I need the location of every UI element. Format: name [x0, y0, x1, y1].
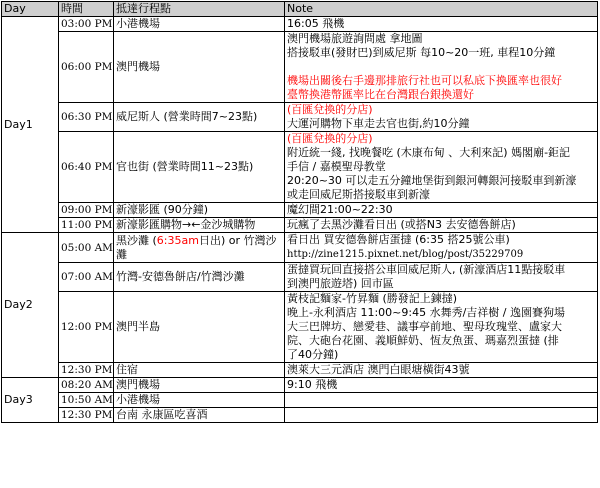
place-line	[116, 408, 282, 422]
place-line	[116, 218, 282, 232]
time-cell[interactable]: 10:50 AM	[59, 393, 114, 408]
note-line	[287, 408, 595, 422]
note-text: 到澳門旅遊塔) 回市區	[287, 277, 394, 290]
note-cell[interactable]	[285, 292, 598, 363]
note-text: 玩瘋了去黑沙灘看日出 (或搭N3 去安德魯餅店)	[287, 218, 516, 231]
note-line	[287, 74, 595, 88]
note-text: 搭接駁車(發財巴)到威尼斯 每10~20一班, 車程10分鐘	[287, 46, 556, 59]
note-text: 澳萊大三元酒店 澳門白眼塘橫街43號	[287, 363, 470, 376]
table-row	[2, 292, 598, 363]
note-line	[287, 203, 595, 217]
place-text: 黑沙灘 (	[116, 233, 157, 247]
note-highlight-text: (百匯兌換的分店)	[287, 132, 373, 145]
note-text: 手信 / 嘉模聖母教堂	[287, 160, 386, 173]
note-text: 了40分鐘)	[287, 348, 339, 361]
note-line	[287, 117, 595, 131]
note-line	[287, 233, 595, 247]
note-text: 大運河購物下車走去官也街,約10分鐘	[287, 117, 470, 130]
note-line	[287, 247, 595, 262]
time-cell[interactable]: 03:00 PM	[59, 17, 114, 32]
place-line	[116, 320, 282, 334]
table-row	[2, 393, 598, 408]
time-cell[interactable]: 06:30 PM	[59, 103, 114, 132]
note-line	[287, 103, 595, 117]
table-row	[2, 218, 598, 233]
place-cell[interactable]	[114, 103, 285, 132]
time-cell[interactable]: 09:00 PM	[59, 203, 114, 218]
place-cell[interactable]	[114, 292, 285, 363]
day-cell[interactable]: Day2	[2, 233, 59, 378]
note-line	[287, 393, 595, 407]
note-line	[287, 174, 595, 188]
place-text: 新濠影匯 (90分鐘)	[116, 203, 209, 216]
header-time[interactable]: 時間	[59, 2, 114, 17]
place-line	[116, 60, 282, 74]
note-text: 魔幻間21:00~22:30	[287, 203, 393, 216]
time-cell[interactable]: 11:00 PM	[59, 218, 114, 233]
table-row	[2, 17, 598, 32]
place-highlight-text: 6:35am	[156, 233, 199, 247]
table-row	[2, 263, 598, 292]
place-line	[116, 378, 282, 392]
place-text: 竹灣-安德魯餅店/竹灣沙灘	[116, 270, 245, 283]
note-cell[interactable]	[285, 203, 598, 218]
note-cell[interactable]	[285, 393, 598, 408]
place-cell[interactable]	[114, 408, 285, 423]
note-line	[287, 32, 595, 46]
note-line	[287, 146, 595, 160]
note-cell[interactable]	[285, 263, 598, 292]
place-cell[interactable]	[114, 233, 285, 263]
place-text: 小港機場	[116, 17, 160, 30]
itinerary-table	[1, 1, 598, 423]
note-cell[interactable]	[285, 32, 598, 103]
note-cell[interactable]	[285, 363, 598, 378]
table-row	[2, 132, 598, 203]
note-line	[287, 348, 595, 362]
place-text: 澳門機場	[116, 60, 160, 73]
note-text: 院、大砲台花園、義順鮮奶、恆友魚蛋、瑪嘉烈蛋撻 (排	[287, 334, 559, 347]
place-text: 住宿	[116, 363, 138, 376]
time-cell[interactable]: 06:00 PM	[59, 32, 114, 103]
place-cell[interactable]	[114, 203, 285, 218]
table-row	[2, 378, 598, 393]
place-cell[interactable]	[114, 218, 285, 233]
note-text: 20:20~30 可以走五分鐘地堡街到銀河轉銀河接駁車到新濠	[287, 174, 577, 187]
note-text: 黃枝記麵家-竹昇麵 (勝發記上鍊撻)	[287, 292, 458, 305]
note-line	[287, 277, 595, 291]
place-text: 官也街 (營業時間11~23點)	[116, 160, 254, 173]
place-cell[interactable]	[114, 393, 285, 408]
place-cell[interactable]	[114, 132, 285, 203]
place-line	[116, 203, 282, 217]
place-cell[interactable]	[114, 363, 285, 378]
note-text: 晚上-永利酒店 11:00~9:45 水舞秀/吉祥樹 / 逸園賽狗場	[287, 306, 565, 319]
place-line	[116, 363, 282, 377]
note-line	[287, 17, 595, 31]
note-text: 附近統一綫, 找晚餐吃 (木康布甸 、大利來記) 媽閣廟-鉅記	[287, 146, 571, 159]
header-day[interactable]: Day	[2, 2, 59, 17]
note-text: 澳門機場旅遊詢問處 拿地圖	[287, 32, 423, 45]
note-line	[287, 46, 595, 60]
time-cell[interactable]: 12:30 PM	[59, 363, 114, 378]
table-row	[2, 103, 598, 132]
note-text: 大三巴牌坊、戀愛巷、議事亭前地、聖母玫瑰堂、盧家大	[287, 320, 562, 333]
note-line	[287, 306, 595, 320]
place-text: 澳門半島	[116, 320, 160, 333]
place-cell[interactable]	[114, 32, 285, 103]
note-highlight-text: 機場出關後右手邊那排旅行社也可以私底下換匯率也很好	[287, 74, 562, 87]
note-cell[interactable]	[285, 233, 598, 263]
itinerary-body	[2, 17, 598, 423]
place-line	[116, 234, 282, 262]
note-line	[287, 60, 595, 74]
time-cell[interactable]: 08:20 AM	[59, 378, 114, 393]
place-text: 威尼斯人 (營業時間7~23點)	[116, 110, 258, 123]
time-cell[interactable]: 06:40 PM	[59, 132, 114, 203]
note-line	[287, 320, 595, 334]
place-cell[interactable]	[114, 263, 285, 292]
note-line	[287, 363, 595, 377]
header-place[interactable]: 抵達行程點	[114, 2, 285, 17]
note-line	[287, 218, 595, 232]
place-text: 澳門機場	[116, 378, 160, 391]
note-text: 16:05 飛機	[287, 17, 345, 30]
note-text: 9:10 飛機	[287, 378, 338, 391]
place-text: 新濠影匯購物→←金沙城購物	[116, 218, 256, 231]
day-cell[interactable]: Day1	[2, 17, 59, 233]
note-highlight-text: (百匯兌換的分店)	[287, 103, 373, 116]
time-cell[interactable]: 12:00 PM	[59, 292, 114, 363]
note-cell[interactable]	[285, 378, 598, 393]
note-cell[interactable]	[285, 132, 598, 203]
place-cell[interactable]	[114, 17, 285, 32]
note-line	[287, 334, 595, 348]
time-cell[interactable]: 12:30 PM	[59, 408, 114, 423]
note-line	[287, 263, 595, 277]
place-text: 日出) or 竹灣沙灘	[116, 233, 277, 261]
note-line	[287, 160, 595, 174]
place-line	[116, 160, 282, 174]
note-highlight-text: 臺幣換港幣匯率比在台灣跟台銀換還好	[287, 88, 474, 101]
note-line	[287, 188, 595, 202]
place-line	[116, 17, 282, 31]
table-row	[2, 363, 598, 378]
note-text: 或走回威尼斯搭接駁車到新濠	[287, 188, 430, 201]
note-url-text: http://zine1215.pixnet.net/blog/post/35229709	[287, 249, 524, 260]
note-line	[287, 132, 595, 146]
note-cell[interactable]	[285, 408, 598, 423]
day-cell[interactable]: Day3	[2, 378, 59, 423]
note-cell[interactable]	[285, 103, 598, 132]
table-row	[2, 408, 598, 423]
place-text: 小港機場	[116, 393, 160, 406]
header-row	[2, 2, 598, 17]
time-cell[interactable]: 05:00 AM	[59, 233, 114, 263]
place-text: 台南 永康區吃喜酒	[116, 408, 208, 421]
note-text: 看日出 買安德魯餅店蛋撻 (6:35 搭25號公車)	[287, 233, 510, 246]
table-row	[2, 233, 598, 263]
header-note[interactable]: Note	[285, 2, 598, 17]
table-row	[2, 203, 598, 218]
note-cell[interactable]	[285, 17, 598, 32]
place-line	[116, 393, 282, 407]
note-line	[287, 88, 595, 102]
place-line	[116, 270, 282, 284]
note-text: 蛋撻買玩回直接搭公車回威尼斯人, (新濠酒店11點接駁車	[287, 263, 566, 276]
table-row	[2, 32, 598, 103]
time-cell[interactable]: 07:00 AM	[59, 263, 114, 292]
note-line	[287, 292, 595, 306]
note-cell[interactable]	[285, 218, 598, 233]
place-cell[interactable]	[114, 378, 285, 393]
place-line	[116, 110, 282, 124]
note-line	[287, 378, 595, 392]
